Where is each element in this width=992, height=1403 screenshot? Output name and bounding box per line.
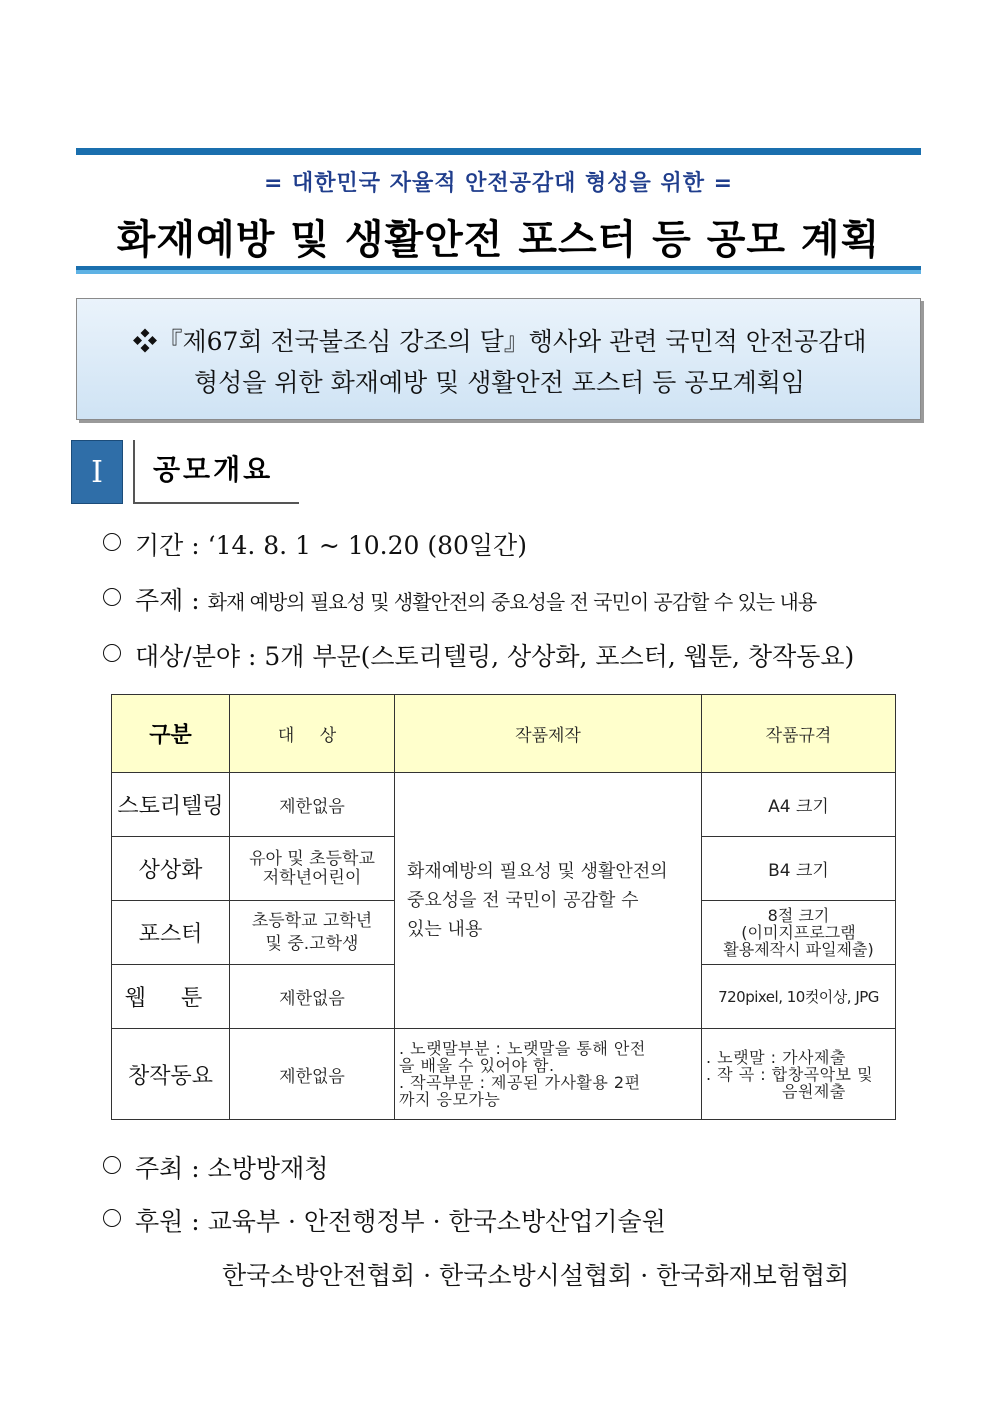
theme-item — [103, 581, 816, 617]
sponsor-text-1: 후원 : 교육부 · 안전행정부 · 한국소방산업기술원 — [135, 1207, 666, 1236]
production-line: 까지 응모가능 — [399, 1090, 501, 1109]
row-target: 제한없음 — [230, 773, 395, 837]
sponsor-item — [103, 1202, 666, 1238]
period-text: 기간 : ‘14. 8. 1 ~ 10.20 (80일간) — [135, 531, 527, 560]
table-row — [112, 773, 896, 837]
row-category: 스토리텔링 — [112, 773, 230, 837]
sponsor-item-2: 한국소방안전협회 · 한국소방시설협회 · 한국화재보험협회 — [222, 1261, 850, 1290]
spec-line: . 작 곡 : 합창곡악보 및 — [706, 1064, 874, 1084]
table-header-row — [112, 695, 896, 773]
theme-label: 주제 : — [135, 586, 208, 615]
production-line: 있는 내용 — [407, 919, 483, 940]
header-target: 대 상 — [230, 695, 395, 773]
top-rule — [76, 148, 921, 155]
bottom-rule — [76, 266, 921, 274]
row-target — [230, 901, 395, 965]
row-spec: 720pixel, 10컷이상, JPG — [702, 965, 896, 1029]
row-target: 제한없음 — [230, 1029, 395, 1120]
section-number: I — [71, 440, 123, 504]
production-line: 을 배울 수 있어야 함. — [399, 1056, 555, 1075]
production-line: 중요성을 전 국민이 공감할 수 — [407, 890, 639, 911]
target-line: 및 중.고학생 — [265, 933, 359, 954]
production-line: . 작곡부문 : 제공된 가사활용 2편 — [399, 1073, 641, 1092]
header-category: 구분 — [112, 695, 230, 773]
target-text: 대상/분야 : 5개 부문(스토리텔링, 상상화, 포스터, 웹툰, 창작동요) — [135, 642, 855, 671]
circle-bullet-icon — [103, 1156, 121, 1174]
summary-box — [76, 298, 921, 420]
row-category: 상상화 — [112, 837, 230, 901]
row-category: 창작동요 — [112, 1029, 230, 1120]
production-line: 화재예방의 필요성 및 생활안전의 — [407, 861, 668, 882]
row-spec — [702, 901, 896, 965]
summary-line-2: 형성을 위한 화재예방 및 생활안전 포스터 등 공모계획임 — [193, 368, 806, 397]
section-title: 공모개요 — [133, 440, 299, 504]
table-row — [112, 1029, 896, 1120]
document-title: 화재예방 및 생활안전 포스터 등 공모 계획 — [116, 217, 881, 263]
row-target: 제한없음 — [230, 965, 395, 1029]
spec-line: (이미지프로그램 — [741, 923, 856, 942]
target-line: 초등학교 고학년 — [251, 910, 373, 931]
header-production: 작품제작 — [395, 695, 702, 773]
header-spec: 작품규격 — [702, 695, 896, 773]
row-spec: A4 크기 — [702, 773, 896, 837]
target-line: 저학년어린이 — [262, 867, 362, 888]
row-spec — [702, 1029, 896, 1120]
organizer-text: 주최 : 소방방재청 — [135, 1154, 329, 1183]
spec-line: 활용제작시 파일제출) — [723, 940, 874, 959]
period-item — [103, 526, 527, 562]
spec-line: 음원제출 — [782, 1081, 846, 1101]
row-category: 웹 툰 — [112, 965, 230, 1029]
document-subtitle: = 대한민국 자율적 안전공감대 형성을 위한 = — [263, 171, 734, 196]
summary-line-1: ❖『제67회 전국불조심 강조의 달』행사와 관련 국민적 안전공감대 — [132, 327, 867, 356]
theme-detail: 화재 예방의 필요성 및 생활안전의 중요성을 전 국민이 공감할 수 있는 내용 — [207, 590, 817, 614]
row-production — [395, 1029, 702, 1120]
row-spec: B4 크기 — [702, 837, 896, 901]
spec-line: . 노랫말 : 가사제출 — [706, 1047, 846, 1067]
row-target — [230, 837, 395, 901]
production-line: . 노랫말부분 : 노랫말을 통해 안전 — [399, 1039, 646, 1058]
circle-bullet-icon — [103, 533, 121, 551]
contest-table — [111, 694, 896, 1120]
circle-bullet-icon — [103, 644, 121, 662]
target-item — [103, 637, 854, 673]
row-category: 포스터 — [112, 901, 230, 965]
organizer-item — [103, 1149, 328, 1185]
shared-production — [395, 773, 702, 1029]
spec-line: 8절 크기 — [767, 906, 830, 925]
target-line: 유아 및 초등학교 — [249, 848, 375, 869]
circle-bullet-icon — [103, 588, 121, 606]
circle-bullet-icon — [103, 1209, 121, 1227]
